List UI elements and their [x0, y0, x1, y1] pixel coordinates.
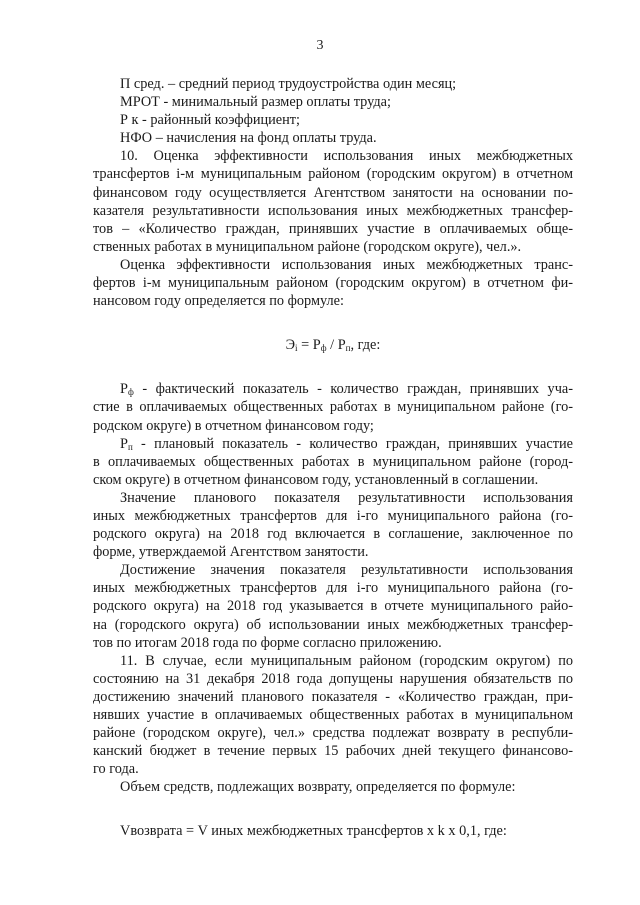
text-line: состоянию на 31 декабря 2018 года допущены нарушения обязательств по [93, 670, 573, 687]
text-line: Р к - районный коэффициент; [120, 112, 301, 129]
text-line: тов по итогам 2018 года по форме согласно приложению. [93, 634, 442, 651]
text-line: родского округа) на 2018 год включается в соглашение, заключенное по [93, 526, 573, 543]
formula-efficiency: $Э_i = Р_ф / Р_п$, где: [285, 337, 381, 354]
text-line: трансфертов i-м муниципальным районом (городским округом) в отчетном [93, 166, 573, 183]
text-line: нансовом году определяется по формуле: [93, 293, 344, 310]
text-line: родском округе) в отчетном финансовом году; [93, 417, 374, 434]
text-line: $Р_ф$ - фактический показатель - количество граждан, принявших уча- [120, 381, 573, 398]
text-line: в оплачиваемых общественных работах в муниципальном районе (город- [93, 453, 573, 470]
text-line: фертов i-м муниципальным районом (городским округом) в отчетном фи- [93, 275, 573, 292]
page-number: 3 [316, 38, 324, 53]
text-line: иных межбюджетных трансфертов для i-го муниципального района (го- [93, 580, 573, 597]
text-line: стие в оплачиваемых общественных работах в муниципальном районе (го- [93, 399, 573, 416]
text-line: тов – «Количество граждан, принявших участие в оплачиваемых обще- [93, 220, 573, 237]
text-line: иных межбюджетных трансфертов для i-го муниципального района (го- [93, 507, 573, 524]
text-line: нявших участие в оплачиваемых общественных работах в муниципальном [93, 707, 573, 723]
text-line: НФО – начисления на фонд оплаты труда. [120, 130, 377, 147]
text-line: канский бюджет в течение первых 15 рабочих дней текущего финансово- [93, 743, 573, 760]
text-line: родского округа) на 2018 год указывается в отчете муниципального райо- [93, 598, 573, 615]
text-line: П сред. – средний период трудоустройства один месяц; [120, 76, 457, 92]
formula-refund: Vвозврата = V иных межбюджетных трансфертов х k х 0,1, где: [120, 823, 507, 840]
text-line: МРОТ - минимальный размер оплаты труда; [120, 94, 391, 111]
text-line: Значение планового показателя результативности использования [120, 489, 573, 506]
text-line: $Р_п$ - плановый показатель - количество граждан, принявших участие [120, 435, 573, 452]
text-line: 10. Оценка эффективности использования иных межбюджетных [120, 148, 573, 165]
text-line: финансовом году осуществляется Агентством занятости на основании по- [93, 184, 573, 201]
text-line: казателя результативности использования иных межбюджетных трансфер- [93, 202, 573, 219]
text-line: го года. [93, 761, 139, 778]
text-line: Достижение значения показателя результативности использования [120, 562, 573, 579]
text-line: Оценка эффективности использования иных межбюджетных транс- [120, 256, 573, 273]
text-line: ственных работах в муниципальном районе (городском округе), чел.». [93, 238, 522, 255]
text-line: Объем средств, подлежащих возврату, определяется по формуле: [120, 779, 516, 796]
text-line: достижению значений планового показателя - «Количество граждан, при- [93, 688, 573, 705]
text-line: 11. В случае, если муниципальным районом (городским округом) по [120, 652, 573, 669]
text-line: районе (городском округе), чел.» средства подлежат возврату в республи- [93, 725, 573, 742]
text-line: ском округе) в отчетном финансовом году, установленный в соглашении. [93, 471, 539, 488]
text-line: форме, утверждаемой Агентством занятости. [93, 544, 369, 561]
text-line: на (городского округа) об использовании иных межбюджетных трансфер- [93, 616, 573, 633]
document-body [93, 75, 573, 841]
